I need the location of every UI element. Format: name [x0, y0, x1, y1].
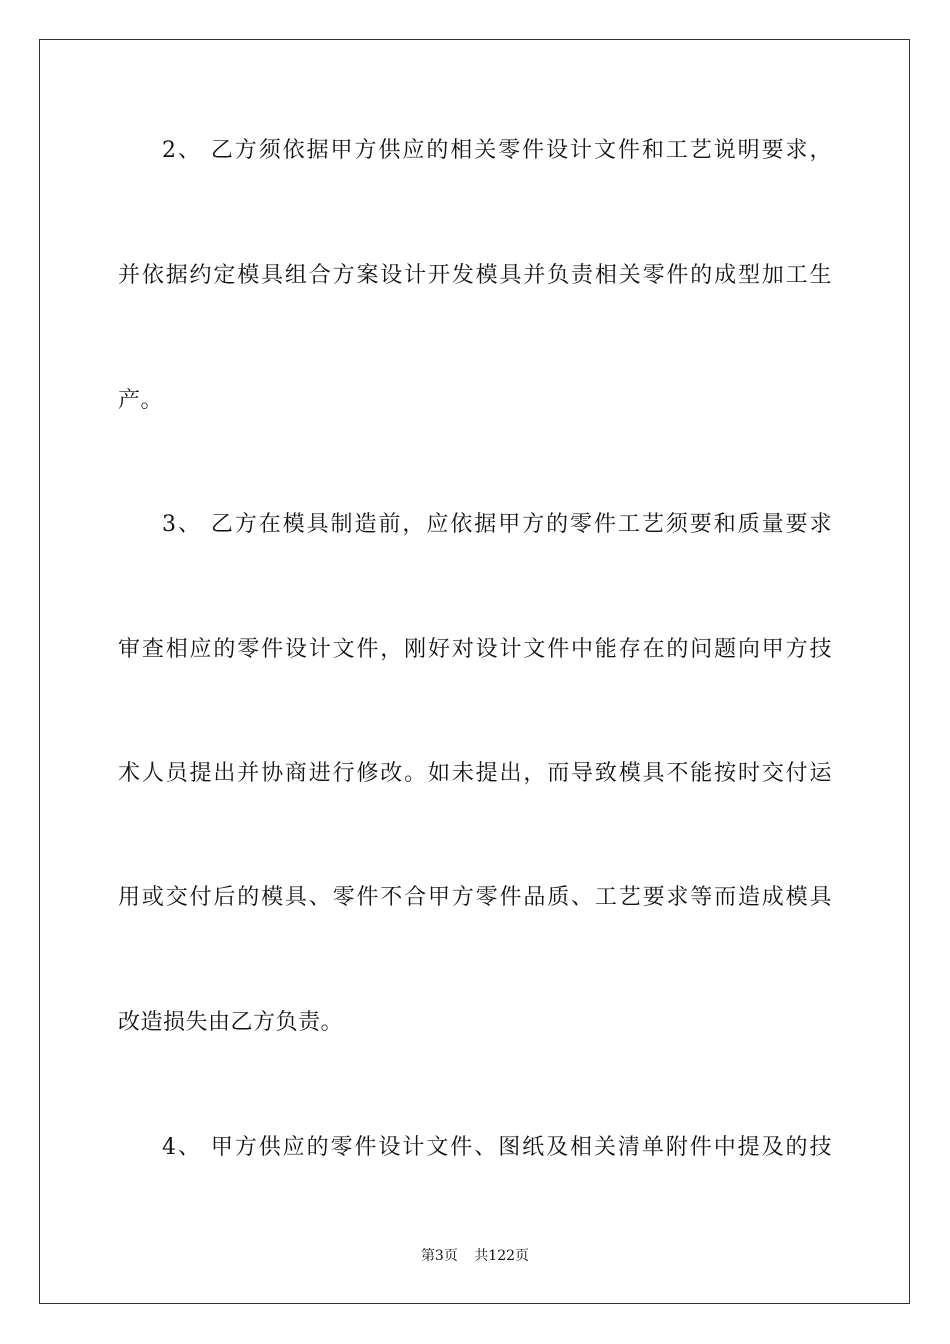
- paragraph-2-line-3: 产。: [118, 388, 164, 413]
- paragraph-2-line-1: 2、 乙方须依据甲方供应的相关零件设计文件和工艺说明要求，: [162, 138, 832, 163]
- page-border: [39, 39, 910, 1304]
- paragraph-3-line-5: 改造损失由乙方负责。: [118, 1010, 344, 1035]
- paragraph-3-line-4: 用或交付后的模具、零件不合甲方零件品质、工艺要求等而造成模具: [118, 885, 832, 910]
- paragraph-3-line-1: 3、 乙方在模具制造前，应依据甲方的零件工艺须要和质量要求: [162, 512, 832, 537]
- page-number: 第3页: [420, 1248, 458, 1264]
- paragraph-3-line-3: 术人员提出并协商进行修改。如未提出，而导致模具不能按时交付运: [118, 761, 832, 786]
- paragraph-4-line-1: 4、 甲方供应的零件设计文件、图纸及相关清单附件中提及的技: [162, 1135, 832, 1160]
- paragraph-2-line-2: 并依据约定模具组合方案设计开发模具并负责相关零件的成型加工生: [118, 263, 832, 288]
- paragraph-3-line-2: 审查相应的零件设计文件，刚好对设计文件中能存在的问题向甲方技: [118, 637, 832, 662]
- page-total: 共122页: [474, 1248, 530, 1264]
- page-footer: [0, 1247, 950, 1265]
